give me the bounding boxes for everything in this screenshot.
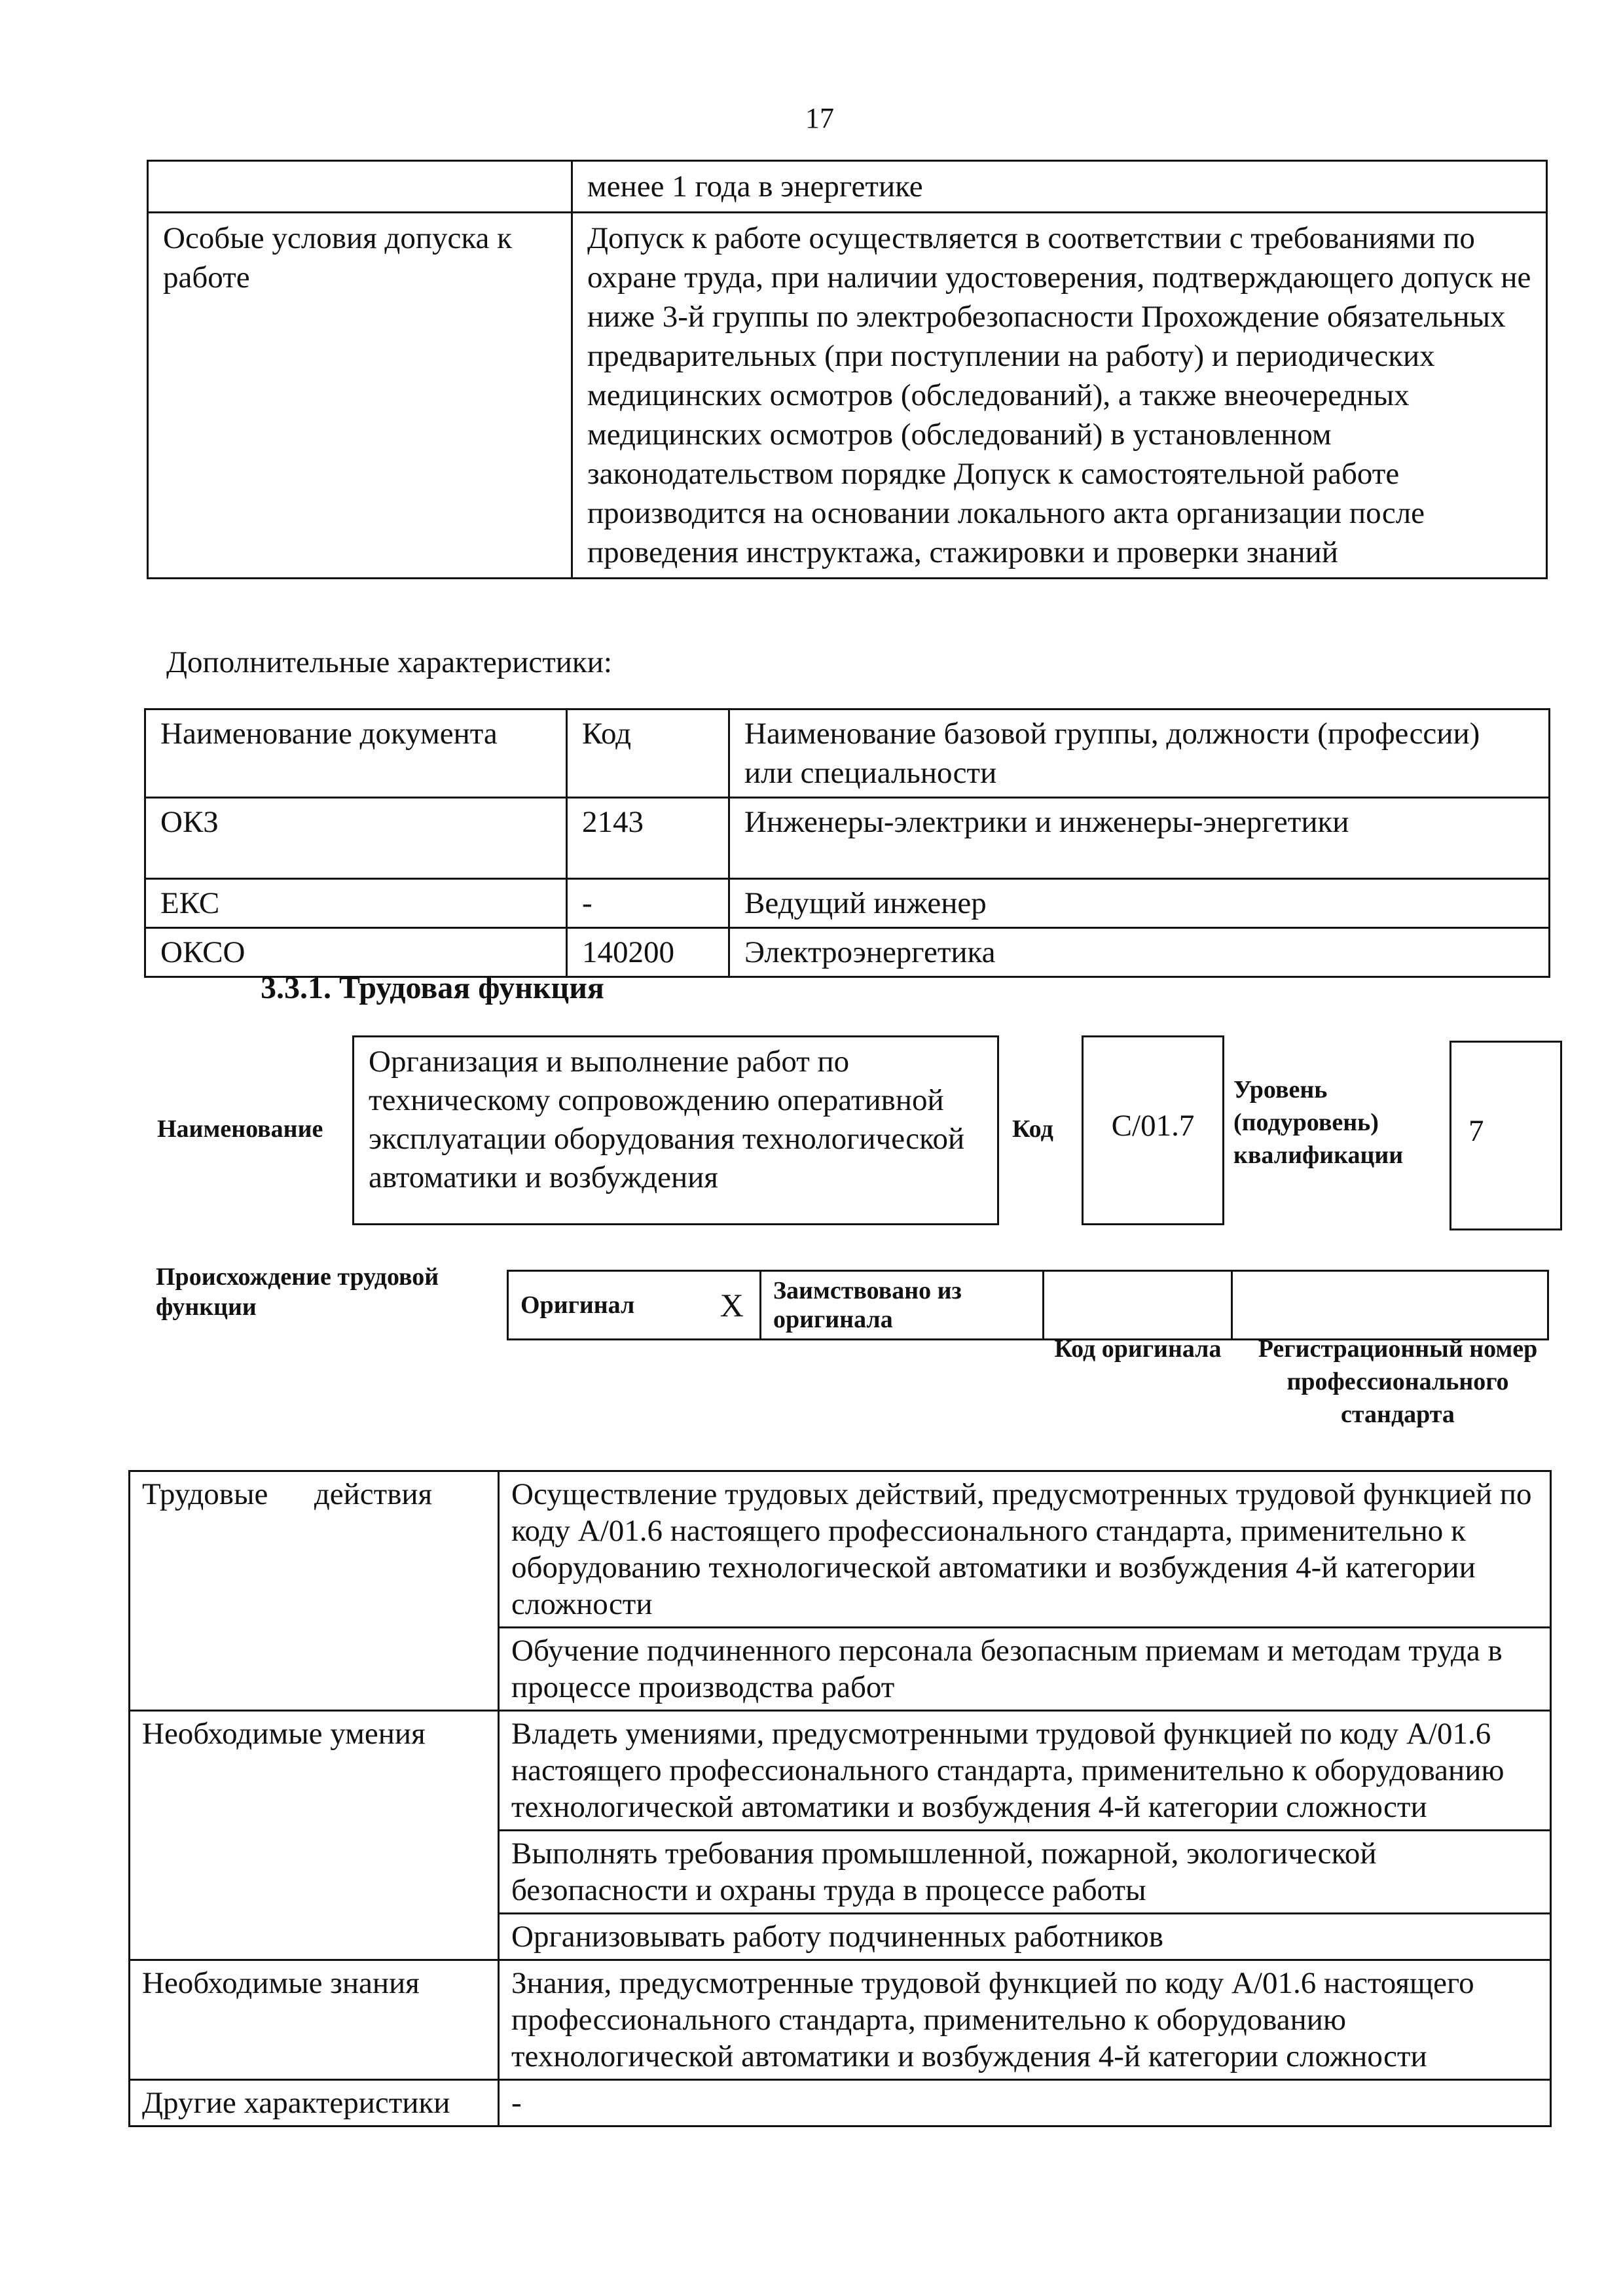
origin-table (507, 1270, 1549, 1340)
original-cell: Оригинал (508, 1271, 704, 1340)
knowledge-item: Знания, предусмотренные трудовой функцией по коду А/01.6 настоящего профессионального стандарта, применительно к оборудованию технологической автоматики и возбуждения 4-й категории сложности (499, 1960, 1551, 2080)
knowledge-label: Необходимые знания (130, 1960, 499, 2080)
name-cell: Ведущий инженер (729, 879, 1550, 928)
additional-table (144, 708, 1550, 978)
name-cell: Электроэнергетика (729, 928, 1550, 977)
doc-cell: ОКСО (145, 928, 567, 977)
additional-title: Дополнительные характеристики: (166, 645, 612, 679)
header-name: Наименование базовой группы, должности (профессии) или специальности (729, 709, 1550, 798)
table-row (145, 879, 1550, 928)
skill-item: Организовывать работу подчиненных работников (499, 1914, 1551, 1960)
origin-label: Происхождение трудовой функции (156, 1263, 439, 1321)
other-value: - (499, 2080, 1551, 2126)
section-title: 3.3.1. Трудовая функция (261, 971, 604, 1005)
level-box (1450, 1041, 1562, 1230)
actions-label: Трудовые действия (130, 1471, 499, 1711)
code-cell: 140200 (567, 928, 729, 977)
level-value: 7 (1468, 1114, 1484, 1148)
table-row (148, 213, 1547, 579)
name-cell: Инженеры-электрики и инженеры-энергетики (729, 798, 1550, 879)
header-code: Код (567, 709, 729, 798)
table-row (508, 1271, 1548, 1340)
admission-value: Допуск к работе осуществляется в соответствии с требованиями по охране труда, при наличии удостоверения, подтверждающего допуск не ниже 3-й группы по электробезопасности Прохождение обязательных предварительных (при поступлении на работу) и периодических медицинских осмотров (обследований), а также внеочередных медицинских осмотров (обследований) в установленном законодательством порядке Допуск к самостоятельной работе производится на основании локального акта организации после проведения инструктажа, стажировки и проверки знаний (572, 213, 1547, 579)
experience-value: менее 1 года в энергетике (572, 161, 1547, 213)
doc-cell: ЕКС (145, 879, 567, 928)
code-label: Код (1012, 1115, 1053, 1143)
details-table (128, 1470, 1552, 2127)
code-original-caption: Код оригинала (1054, 1335, 1222, 1363)
table-row (130, 1960, 1551, 2080)
level-label: Уровень (подуровень) квалификации (1233, 1076, 1404, 1169)
conditions-table (147, 160, 1548, 579)
code-cell: 2143 (567, 798, 729, 879)
header-doc: Наименование документа (145, 709, 567, 798)
table-row (145, 798, 1550, 879)
table-row (130, 2080, 1551, 2126)
function-code-box (1082, 1035, 1224, 1225)
other-label: Другие характеристики (130, 2080, 499, 2126)
admission-label: Особые условия допуска к работе (148, 213, 572, 579)
original-mark: Х (704, 1271, 761, 1340)
doc-cell: ОКЗ (145, 798, 567, 879)
skill-item: Выполнять требования промышленной, пожарной, экологической безопасности и охраны труда в процессе работы (499, 1831, 1551, 1914)
name-label: Наименование (157, 1115, 323, 1143)
code-cell: - (567, 879, 729, 928)
function-name-box: Организация и выполнение работ по техническому сопровождению оперативной эксплуатации оборудования технологической автоматики и возбуждения (352, 1035, 999, 1225)
reg-number-caption: Регистрационный номер профессионального стандарта (1258, 1335, 1538, 1428)
skills-label: Необходимые умения (130, 1711, 499, 1960)
action-item: Обучение подчиненного персонала безопасным приемам и методам труда в процессе производства работ (499, 1628, 1551, 1711)
page-number: 17 (805, 102, 834, 134)
empty-label-cell (148, 161, 572, 213)
table-row (130, 1711, 1551, 1831)
code-original-cell (1044, 1271, 1232, 1340)
table-row (148, 161, 1547, 213)
reg-number-cell (1232, 1271, 1548, 1340)
function-code: С/01.7 (1111, 1109, 1195, 1143)
skill-item: Владеть умениями, предусмотренными трудовой функцией по коду А/01.6 настоящего профессионального стандарта, применительно к оборудованию технологической автоматики и возбуждения 4-й категории сложности (499, 1711, 1551, 1831)
table-row (130, 1471, 1551, 1628)
table-header-row (145, 709, 1550, 798)
borrowed-cell: Заимствовано из оригинала (761, 1271, 1044, 1340)
action-item: Осуществление трудовых действий, предусмотренных трудовой функцией по коду А/01.6 настоящего профессионального стандарта, применительно к оборудованию технологической автоматики и возбуждения 4-й категории сложности (499, 1471, 1551, 1628)
